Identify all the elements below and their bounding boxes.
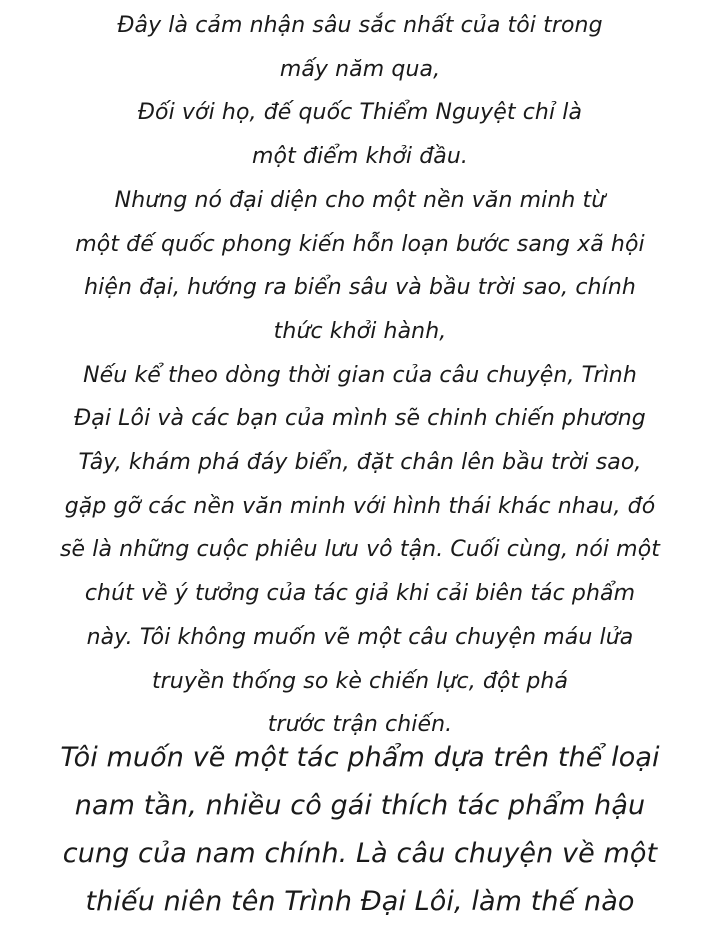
- text-line: mấy năm qua,: [279, 56, 441, 82]
- text-line: hiện đại, hướng ra biển sâu và bầu trời sao, chính: [84, 275, 636, 301]
- text-line: một đế quốc phong kiến hỗn loạn bước sang xã hội: [75, 231, 645, 257]
- text-line: trước trận chiến.: [267, 712, 453, 738]
- text-line: này. Tôi không muốn vẽ một câu chuyện máu lửa: [86, 624, 634, 650]
- text-line: Đối với họ, đế quốc Thiểm Nguyệt chỉ là: [137, 100, 583, 126]
- text-line: Nếu kể theo dòng thời gian của câu chuyện, Trình: [83, 362, 637, 388]
- text-line: Tây, khám phá đáy biển, đặt chân lên bầu trời sao,: [78, 450, 642, 476]
- text-line: Nhưng nó đại diện cho một nền văn minh từ: [114, 187, 606, 213]
- paragraph-small: [40, 4, 680, 747]
- text-line: sẽ là những cuộc phiêu lưu vô tận. Cuối cùng, nói một: [59, 537, 661, 563]
- text-line: thức khởi hành,: [273, 318, 447, 344]
- text-line: chút về ý tưởng của tác giả khi cải biên tác phẩm: [84, 581, 636, 607]
- text-line: thiếu niên tên Trình Đại Lôi, làm thế nào: [85, 886, 635, 917]
- text-line: gặp gỡ các nền văn minh với hình thái khác nhau, đó: [64, 493, 656, 519]
- text-line: Đại Lôi và các bạn của mình sẽ chinh chiến phương: [74, 406, 646, 432]
- text-line: Tôi muốn vẽ một tác phẩm dựa trên thể loại: [60, 742, 660, 773]
- text-line: cung của nam chính. Là câu chuyện về một: [62, 838, 658, 869]
- paragraph-large: [40, 734, 680, 926]
- text-line: truyền thống so kè chiến lực, đột phá: [151, 668, 569, 694]
- text-line: nam tần, nhiều cô gái thích tác phẩm hậu: [74, 790, 646, 821]
- text-line: một điểm khởi đầu.: [252, 144, 468, 170]
- text-line: Đây là cảm nhận sâu sắc nhất của tôi trong: [117, 13, 603, 38]
